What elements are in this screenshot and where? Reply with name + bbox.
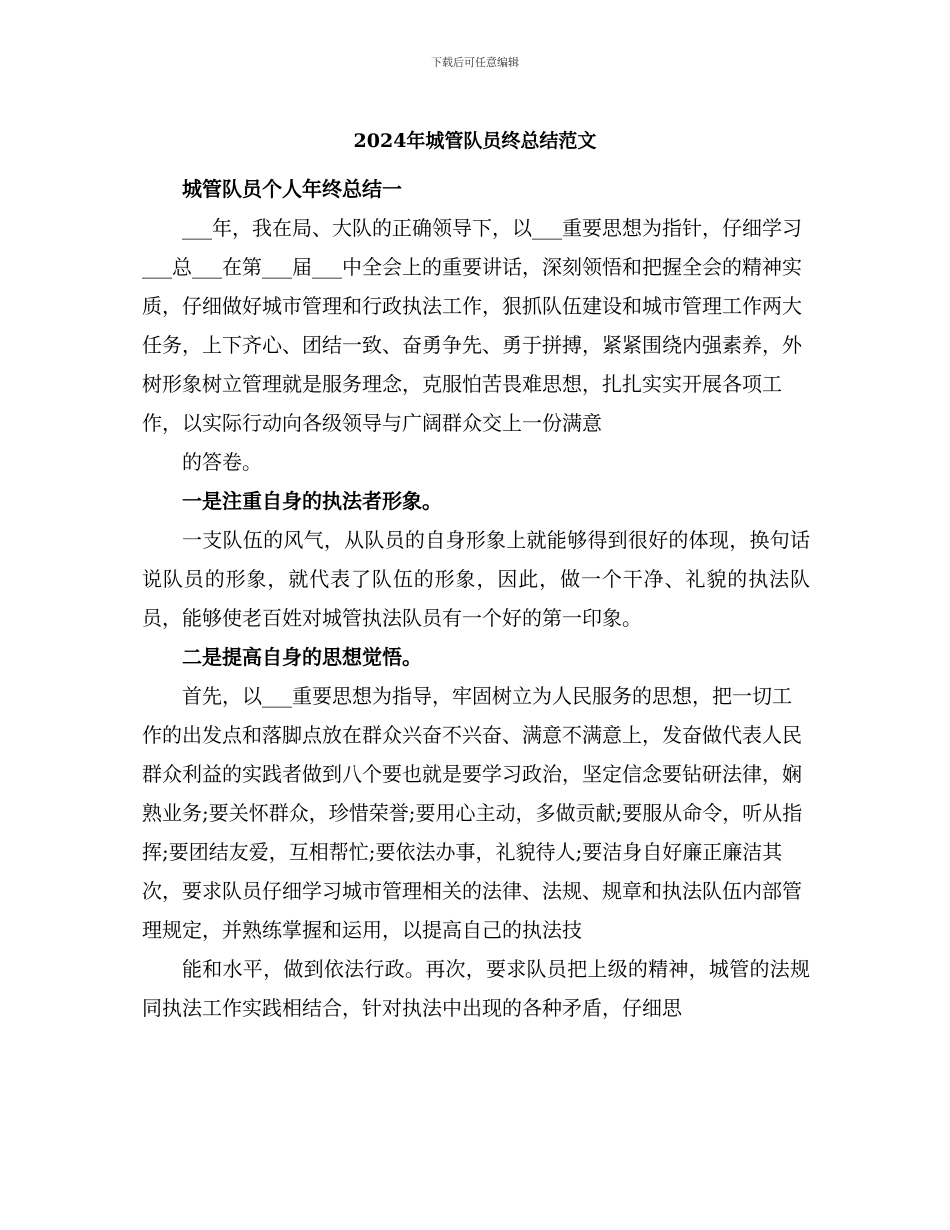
paragraph: 首先，以___重要思想为指导，牢固树立为人民服务的思想，把一切工作的出发点和落脚点放在群众兴奋不兴奋、满意不满意上，发奋做代表人民群众利益的实践者做到八个要也就是要学习政治，坚定信念要钻研法律，娴熟业务;要关怀群众，珍惜荣誉;要用心主动，多做贡献;要服从命令，听从指挥;要团结友爱，互相帮忙;要依法办事，礼貌待人;要洁身自好廉正廉洁其次，要求队员仔细学习城市管理相关的法律、法规、规章和执法队伍内部管理规定，并熟练掌握和运用，以提高自己的执法技 bbox=[142, 684, 803, 942]
paragraph: 的答卷。 bbox=[182, 450, 262, 474]
paragraph: 一支队伍的风气，从队员的自身形象上就能够得到很好的体现，换句话说队员的形象，就代表了队伍的形象，因此，做一个干净、礼貌的执法队员，能够使老百姓对城管执法队员有一个好的第一印象。 bbox=[142, 528, 810, 630]
subheading: 二是提高自身的思想觉悟。 bbox=[182, 645, 422, 669]
section-heading: 城管队员个人年终总结一 bbox=[182, 177, 402, 201]
document-title: 2024年城管队员终总结范文 bbox=[353, 130, 597, 152]
document-body bbox=[142, 170, 810, 1028]
subheading: 一是注重自身的执法者形象。 bbox=[182, 489, 442, 513]
paragraph: ___年，我在局、大队的正确领导下，以___重要思想为指针，仔细学习___总___在第___届___中全会上的重要讲话，深刻领悟和把握全会的精神实质，仔细做好城市管理和行政执法工作，狠抓队伍建设和城市管理工作两大任务，上下齐心、团结一致、奋勇争先、勇于拼搏，紧紧围绕内强素养，外树形象树立管理就是服务理念，克服怕苦畏难思想，扎扎实实开展各项工作，以实际行动向各级领导与广阔群众交上一份满意 bbox=[142, 216, 802, 435]
header-note: 下载后可任意编辑 bbox=[431, 56, 519, 69]
paragraph: 能和水平，做到依法行政。再次，要求队员把上级的精神，城管的法规同执法工作实践相结合，针对执法中出现的各种矛盾，仔细思 bbox=[142, 957, 810, 1020]
